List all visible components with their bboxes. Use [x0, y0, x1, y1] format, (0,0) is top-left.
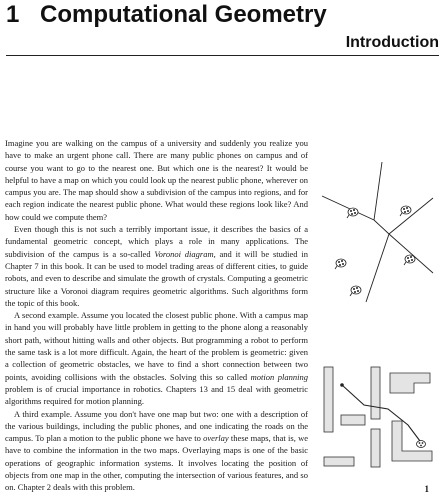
obstacle — [390, 373, 430, 393]
obstacle — [341, 415, 365, 425]
paragraph-2: Even though this is not such a terribly important issue, it describes the basics of a fundamental geometric concept, which plays a role in many applications. The subdivision of the campus is a so-called Voronoi diagram, and it will be studied in Chapter 7 in this book. It can be used to model trading areas of different cities, to guide robots, and even to describe and simulate the growth of crystals. Computing a geometric structure like a Voronoi diagram requires geometric algorithms. Such algorithms form the topic of this book. — [5, 224, 308, 308]
paragraph-1: Imagine you are walking on the campus of a university and suddenly you realize you have to make an urgent phone call. There are many public phones on campus and of course you want to go to the nearest one. But which one is the nearest? It would be helpful to have a map on which you could look up the nearest public phone, wherever on campus you are. The map should show a subdivision of the campus into regions, and for each region indicate the nearest public phone. What would these regions look like? And how could we compute them? — [5, 138, 308, 222]
voronoi-figure — [320, 160, 435, 315]
section-title: Introduction — [345, 34, 439, 51]
phone-icon — [335, 259, 346, 269]
term-voronoi-diagram: Voronoi diagram — [154, 248, 214, 259]
paragraph-3: A second example. Assume you located the closest public phone. With a campus map in hand you will probably have little problem in getting to the phone along a reasonably short path, without hitting walls and other objects. But programming a robot to perform the same task is a lot more difficult. Again, the heart of the problem is geometric: given a collection of geometric obstacles, we have to find a short connection between two points, avoiding collisions with the obstacles. Solving this so called motion planning problem is of crucial importance in robotics. Chapters 13 and 15 deal with geometric algorithms required for motion planning. — [5, 310, 308, 407]
chapter-title: Computational Geometry — [40, 1, 327, 28]
obstacle — [392, 421, 432, 461]
phone-icon — [417, 441, 426, 448]
chapter-number: 1 — [6, 1, 20, 28]
term-overlay: overlay — [203, 433, 229, 444]
phone-icon — [400, 206, 411, 216]
body-text — [5, 137, 308, 494]
motion-planning-figure — [322, 365, 437, 480]
obstacle — [371, 429, 380, 467]
page-number: 1 — [424, 484, 429, 494]
paragraph-4: A third example. Assume you don't have one map but two: one with a description of the various buildings, including the public phones, and one indicating the roads on the campus. To plan a motion to the public phone we have to overlay these maps, that is, we have to combine the information in the two maps. Overlaying maps is one of the basic operations of geographic information systems. It involves locating the position of objects from one map in the other, computing the intersection of various features, and so on. Chapter 2 deals with this problem. — [5, 408, 309, 493]
obstacle — [324, 367, 333, 432]
phone-icon — [347, 208, 358, 218]
obstacle — [371, 367, 380, 419]
obstacle — [324, 457, 354, 466]
phone-icon — [350, 286, 361, 296]
phone-icon — [404, 255, 415, 265]
term-motion-planning: motion planning — [250, 371, 308, 382]
header-rule — [6, 55, 439, 56]
